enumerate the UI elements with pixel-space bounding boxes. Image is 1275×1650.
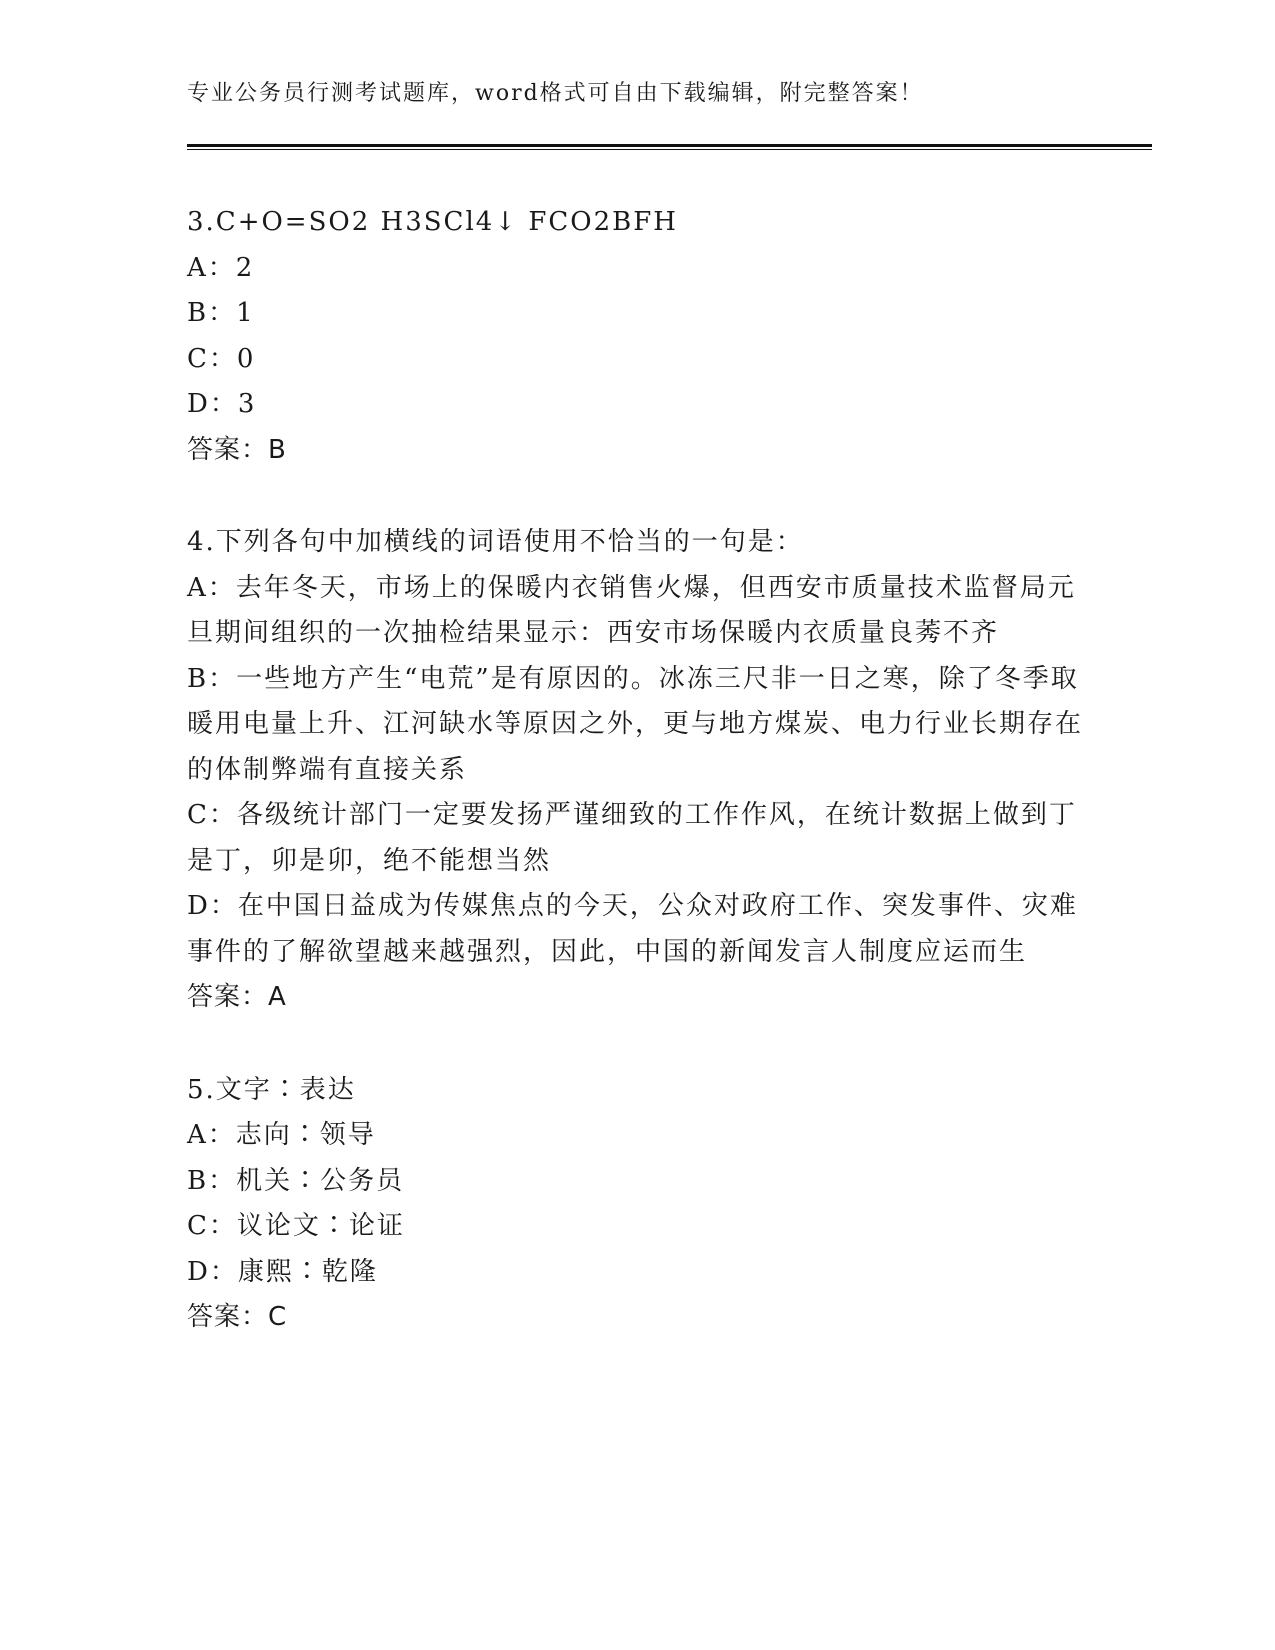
option-a	[187, 246, 1087, 292]
option-text: 机关∶公务员	[236, 1165, 405, 1196]
answer-line: 答案：A	[187, 982, 287, 1012]
option-label: A：	[187, 252, 236, 283]
option-a	[187, 566, 1087, 657]
question-item	[187, 520, 1087, 1021]
option-d	[187, 884, 1087, 975]
option-label: C：	[187, 343, 237, 374]
option-c	[187, 1204, 1087, 1250]
option-text: 志向∶领导	[235, 1120, 376, 1150]
option-text: 0	[236, 343, 256, 374]
option-text: 康熙∶乾隆	[237, 1256, 378, 1287]
option-text: 一些地方产生“电荒”是有原因的。冰冻三尺非一日之寒，除了冬季取暖用电量上升、江河缺水等原因之外，更与地方煤炭、电力行业长期存在的体制弊端有直接关系	[187, 663, 1084, 785]
option-text: 2	[235, 252, 255, 283]
option-label: A：	[187, 1120, 236, 1150]
option-c	[187, 337, 1087, 383]
option-text: 在中国日益成为传媒焦点的今天，公众对政府工作、突发事件、灾难事件的了解欲望越来越强烈，因此，中国的新闻发言人制度应运而生	[187, 891, 1078, 967]
question-stem: 4.下列各句中加横线的词语使用不恰当的一句是：	[187, 527, 804, 557]
option-label: A：	[187, 572, 236, 603]
answer-line: 答案：B	[187, 434, 287, 465]
option-b	[187, 1159, 1087, 1205]
answer-line: 答案：C	[187, 1302, 288, 1332]
option-label: B：	[187, 298, 237, 328]
option-label: D：	[187, 891, 238, 921]
option-b	[187, 657, 1087, 794]
option-label: D：	[187, 1256, 238, 1287]
option-text: 1	[236, 298, 255, 328]
option-label: C：	[187, 1211, 237, 1241]
option-label: C：	[187, 800, 237, 830]
option-b	[187, 291, 1087, 337]
option-c	[187, 793, 1087, 884]
option-text: 各级统计部门一定要发扬严谨细致的工作作风，在统计数据上做到丁是丁，卯是卯，绝不能想当然	[187, 800, 1077, 876]
header-divider	[187, 144, 1152, 150]
option-text: 议论文∶论证	[236, 1211, 405, 1241]
question-item	[187, 1068, 1087, 1341]
option-a	[187, 1113, 1087, 1159]
option-d	[187, 1250, 1087, 1296]
question-item	[187, 200, 1087, 473]
option-label: B：	[187, 663, 237, 694]
option-text: 去年冬天，市场上的保暖内衣销售火爆，但西安市质量技术监督局元旦期间组织的一次抽检结果显示：西安市场保暖内衣质量良莠不齐	[187, 572, 1076, 648]
page-header: 专业公务员行测考试题库，word格式可自由下载编辑，附完整答案！	[187, 81, 924, 106]
option-d	[187, 382, 1087, 428]
option-text: 3	[237, 389, 257, 419]
question-list	[187, 200, 1087, 1388]
question-stem: 5.文字∶表达	[187, 1074, 356, 1105]
option-label: D：	[187, 389, 238, 419]
option-label: B：	[187, 1165, 237, 1196]
question-stem: 3.C+O=SO2 H3SCl4↓ FCO2BFH	[187, 207, 678, 237]
